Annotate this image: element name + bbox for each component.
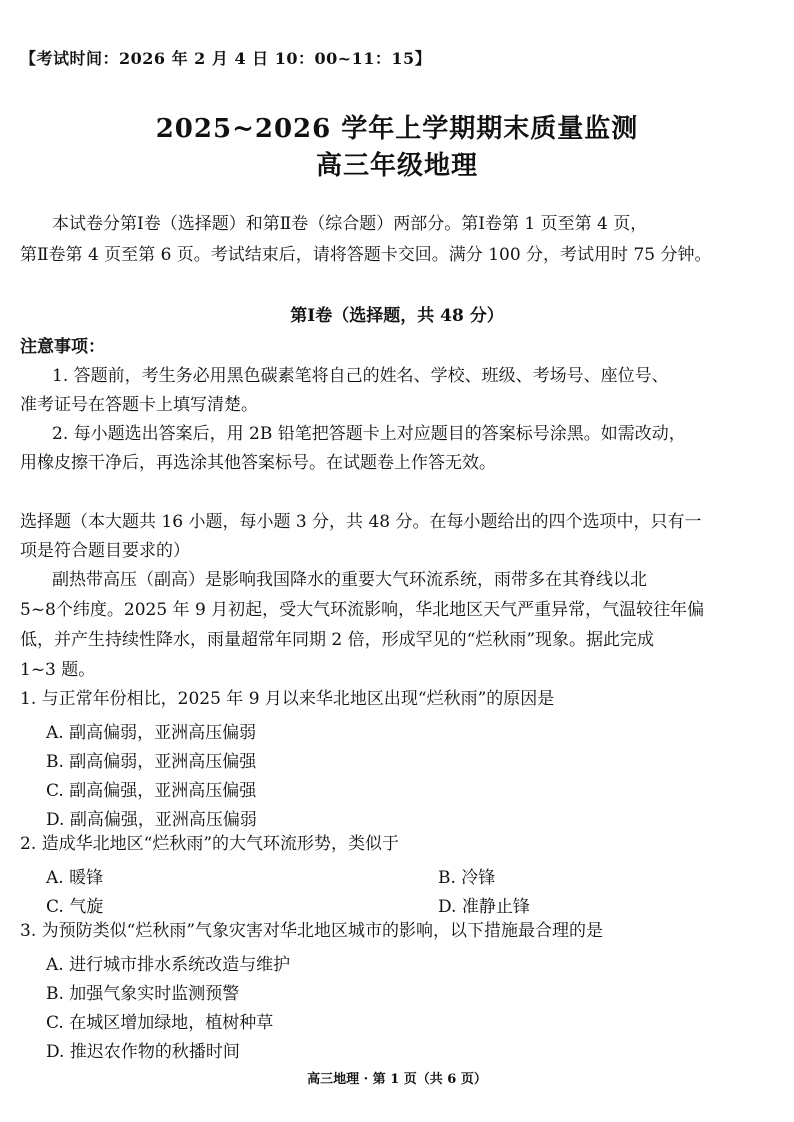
question-1-option-d: D. 副高偏强，亚洲高压偏弱 xyxy=(46,810,257,830)
choice-intro-line-2: 项是符合题目要求的） xyxy=(20,541,190,561)
passage-line-3: 低，并产生持续性降水，雨量超常年同期 2 倍，形成罕见的“烂秋雨”现象。据此完成 xyxy=(20,630,655,650)
passage-line-2: 5~8个纬度。2025 年 9 月初起，受大气环流影响，华北地区天气严重异常，气温较往年偏 xyxy=(20,600,705,620)
page-footer: 高三地理 · 第 1 页（共 6 页） xyxy=(307,1072,487,1087)
exam-time: 【考试时间：2026 年 2 月 4 日 10：00~11：15】 xyxy=(20,49,432,68)
passage-line-1: 副热带高压（副高）是影响我国降水的重要大气环流系统，雨带多在其脊线以北 xyxy=(52,570,647,590)
question-3-option-a: A. 进行城市排水系统改造与维护 xyxy=(46,955,291,975)
section-heading: 第Ⅰ卷（选择题，共 48 分） xyxy=(290,306,504,326)
question-1-stem: 1. 与正常年份相比，2025 年 9 月以来华北地区出现“烂秋雨”的原因是 xyxy=(20,689,555,709)
choice-intro-line-1: 选择题（本大题共 16 小题，每小题 3 分，共 48 分。在每小题给出的四个选项中，只有一 xyxy=(20,512,702,532)
note-1-line-1: 1. 答题前，考生务必用黑色碳素笔将自己的姓名、学校、班级、考场号、座位号、 xyxy=(52,366,669,386)
note-1-line-2: 准考证号在答题卡上填写清楚。 xyxy=(20,395,258,415)
question-2-stem: 2. 造成华北地区“烂秋雨”的大气环流形势，类似于 xyxy=(20,834,400,854)
question-3-option-c: C. 在城区增加绿地，植树种草 xyxy=(46,1013,274,1033)
intro-line-2: 第Ⅱ卷第 4 页至第 6 页。考试结束后，请将答题卡交回。满分 100 分，考试用时 75 分钟。 xyxy=(20,245,712,265)
question-3-option-d: D. 推迟农作物的秋播时间 xyxy=(46,1042,240,1062)
question-1-option-b: B. 副高偏弱，亚洲高压偏强 xyxy=(46,752,257,772)
notes-title: 注意事项： xyxy=(20,337,105,357)
note-2-line-1: 2. 每小题选出答案后，用 2B 铅笔把答题卡上对应题目的答案标号涂黑。如需改动， xyxy=(52,424,686,444)
question-3-option-b: B. 加强气象实时监测预警 xyxy=(46,984,240,1004)
intro-line-1: 本试卷分第Ⅰ卷（选择题）和第Ⅱ卷（综合题）两部分。第Ⅰ卷第 1 页至第 4 页， xyxy=(52,214,648,234)
exam-subtitle: 高三年级地理 xyxy=(315,151,478,181)
question-2-option-c: C. 气旋 xyxy=(46,897,104,917)
question-1-option-a: A. 副高偏弱，亚洲高压偏弱 xyxy=(46,723,257,743)
exam-title: 2025~2026 学年上学期期末质量监测 xyxy=(155,114,639,144)
question-2-option-a: A. 暖锋 xyxy=(46,868,104,888)
question-3-stem: 3. 为预防类似“烂秋雨”气象灾害对华北地区城市的影响，以下措施最合理的是 xyxy=(20,921,604,941)
question-2-option-b: B. 冷锋 xyxy=(438,868,496,888)
passage-line-4: 1~3 题。 xyxy=(20,660,96,680)
question-2-option-d: D. 准静止锋 xyxy=(438,897,530,917)
question-1-option-c: C. 副高偏强，亚洲高压偏强 xyxy=(46,781,257,801)
note-2-line-2: 用橡皮擦干净后，再选涂其他答案标号。在试题卷上作答无效。 xyxy=(20,453,496,473)
